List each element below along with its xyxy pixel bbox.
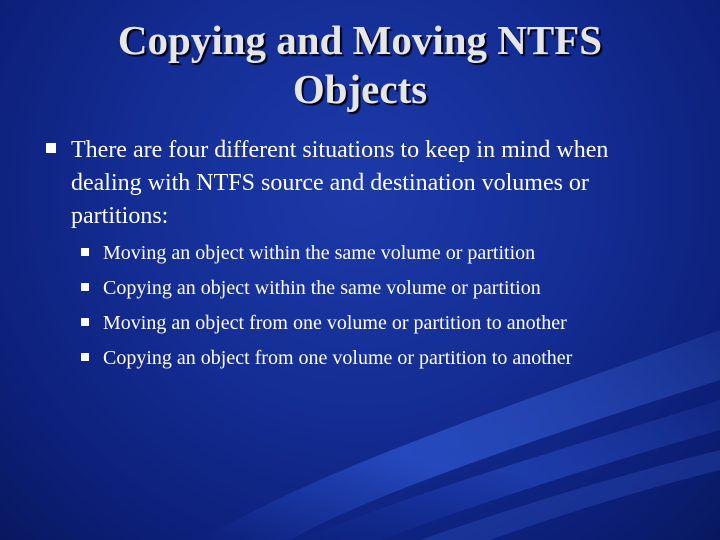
main-bullet-text: There are four different situations to keep in mind when dealing with NTFS source and destination volumes or partitions:: [71, 137, 609, 229]
main-bullet-row: [38, 134, 678, 233]
sub-bullet-list: [80, 236, 710, 376]
sub-bullet-text: Copying an object within the same volume or partition: [103, 277, 541, 299]
square-bullet-icon: [46, 143, 56, 153]
slide-title-line-1: Copying and Moving NTFS: [117, 17, 603, 63]
square-bullet-icon: [81, 283, 89, 291]
square-bullet-icon: [81, 353, 89, 361]
sub-bullet-text: Moving an object within the same volume or partition: [103, 242, 536, 264]
sub-bullet-text: Copying an object from one volume or partition to another: [103, 347, 573, 369]
square-bullet-icon: [81, 318, 89, 326]
main-bullet: [38, 134, 678, 233]
sub-bullet-item: [80, 341, 710, 376]
slide-title: [0, 16, 720, 114]
sub-bullet-item: [80, 236, 710, 271]
square-bullet-icon: [81, 248, 89, 256]
sub-bullet-item: [80, 271, 710, 306]
sub-bullet-item: [80, 306, 710, 341]
sub-bullet-text: Moving an object from one volume or partition to another: [103, 312, 567, 334]
slide-title-line-2: Objects: [292, 66, 428, 112]
